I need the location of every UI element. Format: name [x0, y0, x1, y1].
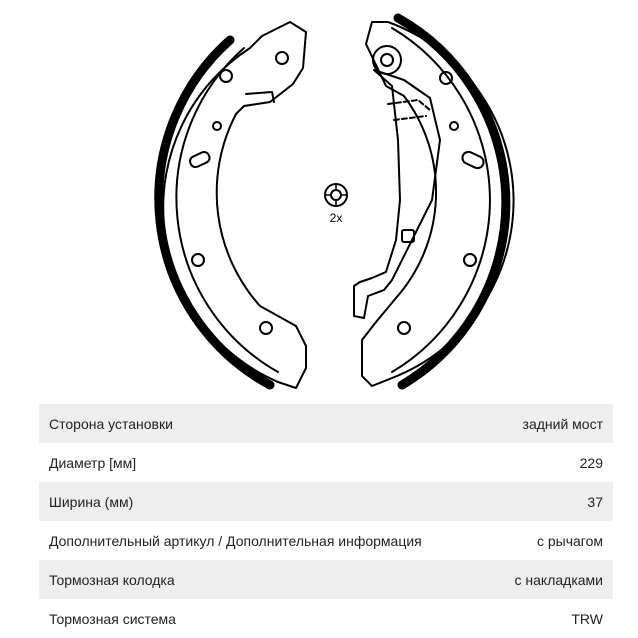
right-shoe-hole	[398, 322, 410, 334]
spec-value: 229	[579, 454, 603, 471]
lever-pivot-inner	[381, 54, 393, 66]
spec-row	[39, 404, 613, 443]
spec-row	[39, 482, 613, 521]
spec-row	[39, 443, 613, 482]
spec-value: задний мост	[489, 404, 613, 443]
spec-value: 37	[489, 482, 613, 521]
left-shoe-hole	[213, 122, 221, 130]
spec-row	[39, 560, 613, 599]
spec-value: с рычагом	[536, 532, 603, 549]
left-shoe-slot	[188, 150, 211, 168]
spring-cup-icon	[325, 184, 347, 206]
right-shoe-slot	[460, 150, 485, 170]
spec-label: Сторона установки	[39, 404, 489, 443]
left-shoe-lining	[159, 40, 270, 385]
spec-row	[39, 599, 613, 638]
spec-label: Тормозная система	[49, 610, 176, 627]
quantity-label: 2x	[329, 211, 343, 225]
left-shoe-hole	[260, 322, 272, 334]
spec-row	[39, 521, 613, 560]
spec-label: Дополнительный артикул / Дополнительная информация	[49, 532, 422, 549]
spec-label: Ширина (мм)	[39, 482, 489, 521]
left-shoe-hole	[192, 254, 204, 266]
right-brake-shoe	[354, 18, 514, 386]
left-shoe-hole	[276, 52, 288, 64]
right-shoe-hole	[464, 254, 476, 266]
left-shoe-hole	[220, 70, 232, 82]
left-brake-shoe	[159, 22, 306, 388]
spec-label: Диаметр [мм]	[49, 454, 137, 471]
spec-value: с накладками	[489, 560, 613, 599]
lever-pivot-outer	[373, 46, 401, 74]
left-shoe-plate	[163, 22, 306, 388]
spec-label: Тормозная колодка	[39, 560, 489, 599]
spec-table	[39, 404, 613, 638]
spec-value: TRW	[571, 610, 603, 627]
right-shoe-hole	[450, 122, 458, 130]
